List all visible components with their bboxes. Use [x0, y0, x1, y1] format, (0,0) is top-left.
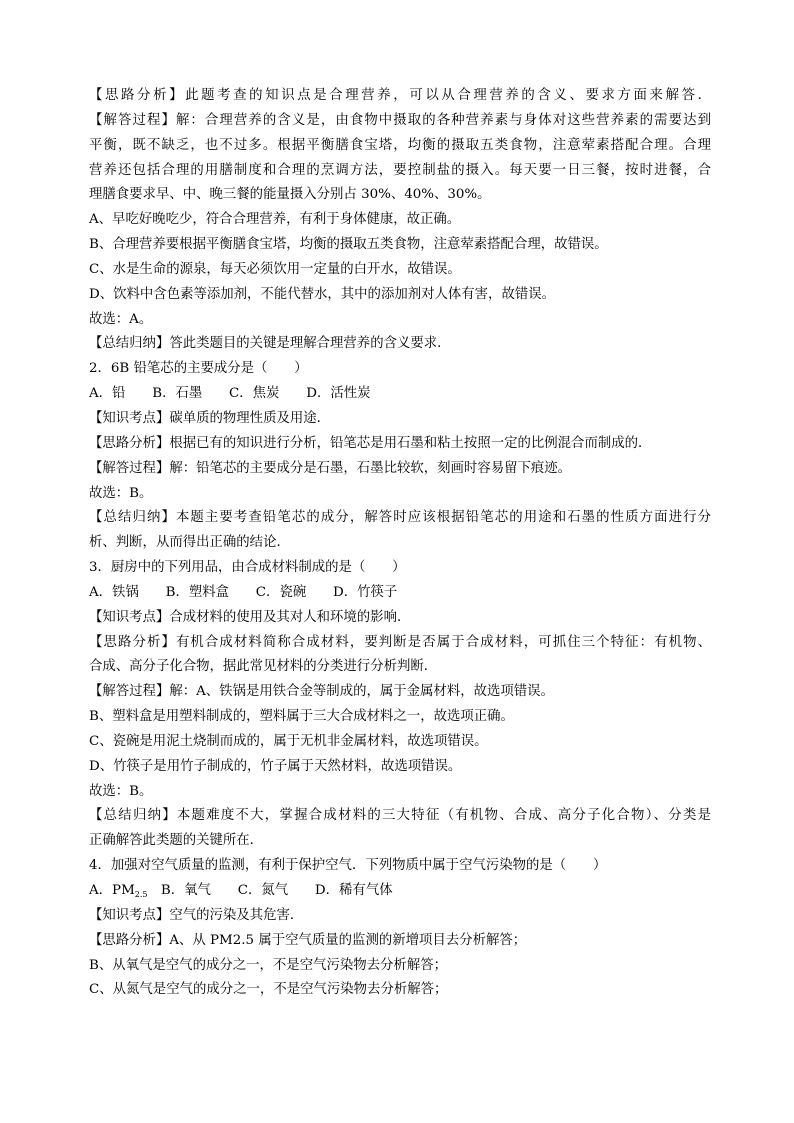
options-line: A．铅 B．石墨 C．焦炭 D．活性炭 — [89, 386, 371, 402]
text-line: 【思路分析】此题考查的知识点是合理营养，可以从合理营养的含义、要求方面来解答． — [89, 88, 711, 103]
text-line: 营养还包括合理的用膳制度和合理的烹调方法，要控制盐的摄入。每天要一日三餐，按时进餐，合 — [89, 162, 711, 178]
text-line: 故选：B。 — [89, 485, 153, 501]
text-line: 【思路分析】A、从 PM2.5 属于空气质量的监测的新增项目去分析解答； — [89, 932, 527, 948]
text-line: D、饮料中含色素等添加剂，不能代替水，其中的添加剂对人体有害，故错误。 — [89, 286, 556, 302]
question-line: 3．厨房中的下列用品，由合成材料制成的是（ ） — [89, 560, 406, 576]
text-line: 【总结归纳】本题主要考查铅笔芯的成分，解答时应该根据铅笔芯的用途和石墨的性质方面进行分 — [89, 510, 711, 526]
text-line: C、水是生命的源泉，每天必须饮用一定量的白开水，故错误。 — [89, 261, 461, 277]
text-line: 【思路分析】有机合成材料简称合成材料，要判断是否属于合成材料，可抓住三个特征：有机物、 — [89, 634, 711, 650]
text-line: B、从氧气是空气的成分之一，不是空气污染物去分析解答； — [89, 957, 447, 973]
text-line: 理膳食要求早、中、晚三餐的能量摄入分别占 30%、40%、30%。 — [89, 187, 491, 203]
text-line: 合成、高分子化合物，据此常见材料的分类进行分析判断． — [89, 659, 438, 675]
text-line: 【思路分析】根据已有的知识进行分析，铅笔芯是用石墨和粘土按照一定的比例混合而制成的． — [89, 435, 652, 451]
text-line: 析、判断，从而得出正确的结论． — [89, 535, 290, 551]
text-line: C、从氮气是空气的成分之一，不是空气污染物去分析解答； — [89, 982, 448, 998]
text-line: B、塑料盒是用塑料制成的，塑料属于三大合成材料之一，故选项正确。 — [89, 709, 514, 725]
text-line: 正确解答此类题的关键所在． — [89, 833, 264, 849]
text-line: 【解答过程】解：合理营养的含义是，由食物中摄取的各种营养素与身体对这些营养素的需要达到 — [89, 112, 711, 128]
option-a-text: A．PM — [89, 883, 135, 898]
pm-subscript: 2.5 — [134, 890, 148, 899]
question-line: 2．6B 铅笔芯的主要成分是（ ） — [89, 361, 308, 377]
text-line: 【总结归纳】本题难度不大，掌握合成材料的三大特征（有机物、合成、高分子化合物）、分类是 — [89, 808, 711, 824]
text-line: B、合理营养要根据平衡膳食宝塔，均衡的摄取五类食物，注意荤素搭配合理，故错误。 — [89, 237, 608, 253]
text-line: 【解答过程】解：A、铁锅是用铁合金等制成的，属于金属材料，故选项错误。 — [89, 684, 554, 700]
text-line: 【知识考点】合成材料的使用及其对人和环境的影响． — [89, 609, 411, 625]
text-line: 平衡，既不缺乏，也不过多。根据平衡膳食宝塔，均衡的摄取五类食物，注意荤素搭配合理。合理 — [89, 137, 711, 153]
question-line: 4．加强对空气质量的监测，有利于保护空气．下列物质中属于空气污染物的是（ ） — [89, 858, 607, 874]
options-rest: B．氧气 C．氮气 D．稀有气体 — [147, 883, 393, 898]
text-line: 故选：B。 — [89, 783, 153, 799]
text-line: 【解答过程】解：铅笔芯的主要成分是石墨，石墨比较软，刻画时容易留下痕迹。 — [89, 460, 572, 476]
text-line: C、瓷碗是用泥土烧制而成的，属于无机非金属材料，故选项错误。 — [89, 733, 488, 749]
text-line: 【知识考点】空气的污染及其危害． — [89, 907, 304, 923]
text-line: D、竹筷子是用竹子制成的，竹子属于天然材料，故选项错误。 — [89, 758, 462, 774]
options-line: A．铁锅 B．塑料盒 C．瓷碗 D．竹筷子 — [89, 584, 398, 600]
text-line: 【知识考点】碳单质的物理性质及用途． — [89, 410, 331, 426]
options-line — [89, 879, 711, 904]
document-page — [89, 84, 711, 1003]
text-line: 【总结归纳】答此类题目的关键是理解合理营养的含义要求． — [89, 336, 451, 352]
text-line: 故选：A。 — [89, 311, 153, 327]
text-line: A、早吃好晚吃少，符合合理营养，有利于身体健康，故正确。 — [89, 212, 461, 228]
